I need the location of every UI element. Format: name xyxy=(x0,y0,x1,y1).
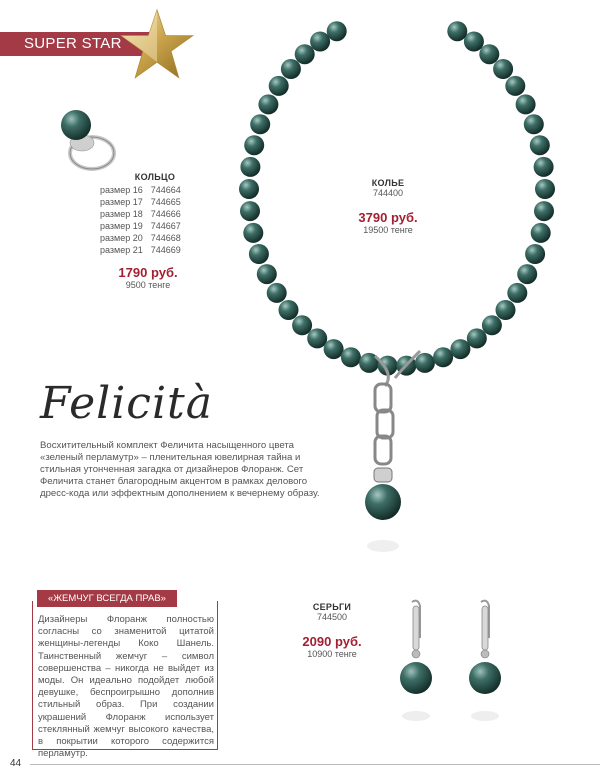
quote-header: «ЖЕМЧУГ ВСЕГДА ПРАВ» xyxy=(37,590,177,607)
pearl-bead xyxy=(524,114,544,134)
size-label: размер 21 xyxy=(100,245,143,255)
pearl-bead xyxy=(281,59,301,79)
footer-divider xyxy=(30,764,600,765)
collection-title: Felicità xyxy=(40,378,213,429)
earrings-price: 2090 руб. xyxy=(302,634,362,649)
pearl-bead xyxy=(415,353,435,373)
ring-title: КОЛЬЦО xyxy=(134,172,176,182)
pearl-bead xyxy=(243,223,263,243)
pearl-bead xyxy=(516,94,536,114)
pearl-bead xyxy=(258,94,278,114)
earrings-code: 744500 xyxy=(316,612,348,622)
ring-image xyxy=(52,105,122,175)
pearl-bead xyxy=(447,21,467,41)
pearl-bead xyxy=(327,21,347,41)
collection-description: Восхитительный комплект Феличита насыщенного цвета «зеленый перламутр» – пленительная ювелирная тайна и стильная утонченная загадка от дизайнеров Флоранж. Сет Феличита станет благородным акцентом в рамках делового дресс-кода или эффектным дополнением к вечернему образу. xyxy=(40,440,320,499)
ring-price-block xyxy=(100,265,196,290)
ring-size-table xyxy=(100,185,181,257)
pearl-bead xyxy=(433,347,453,367)
necklace-title: КОЛЬЕ xyxy=(371,178,405,188)
pearl-bead xyxy=(525,244,545,264)
necklace-chain xyxy=(365,351,420,552)
ring-info xyxy=(100,172,210,257)
size-label: размер 16 xyxy=(100,185,143,195)
table-row xyxy=(100,185,181,197)
size-code: 744665 xyxy=(150,197,181,207)
size-label: размер 18 xyxy=(100,209,143,219)
ring-price-tenge: 9500 тенге xyxy=(125,280,171,290)
page-number: 44 xyxy=(10,758,22,769)
pearl-bead xyxy=(496,300,516,320)
pearl-bead xyxy=(493,59,513,79)
necklace-info xyxy=(352,178,424,235)
size-label: размер 19 xyxy=(100,221,143,231)
pearl-bead xyxy=(295,44,315,64)
pearl-bead xyxy=(467,328,487,348)
earring-image xyxy=(398,598,434,726)
earring-image xyxy=(467,598,503,726)
pearl-bead xyxy=(307,328,327,348)
pearl-bead xyxy=(534,157,554,177)
size-code: 744666 xyxy=(150,209,181,219)
pearl-bead xyxy=(534,201,554,221)
table-row xyxy=(100,197,181,209)
pearl-bead xyxy=(507,283,527,303)
pearl-bead xyxy=(250,114,270,134)
pearl-bead xyxy=(240,157,260,177)
size-code: 744669 xyxy=(150,245,181,255)
super-star-label: SUPER STAR xyxy=(24,35,122,52)
star-icon xyxy=(118,6,196,84)
pearl-bead xyxy=(464,32,484,52)
quote-text: Дизайнеры Флоранж полностью согласны со знаменитой цитатой женщины-легенды Коко Шанель. Таинственный жемчуг – символ совершенства – никогда не выйдет из моды. Он идеально подойдет любой девушке, беспроигрышно дополнив стильный образ. При создании украшений Флоранж использует стеклянный жемчуг высокого качества, в покрытии которого содержится перламутр. xyxy=(38,614,214,760)
pearl-bead xyxy=(257,264,277,284)
pearl-bead xyxy=(267,283,287,303)
table-row xyxy=(100,245,181,257)
pearl-bead xyxy=(324,339,344,359)
necklace-price-tenge: 19500 тенге xyxy=(363,225,413,235)
pearl-bead xyxy=(530,135,550,155)
pearl-bead xyxy=(535,179,555,199)
size-code: 744664 xyxy=(150,185,181,195)
pearl-bead xyxy=(505,76,525,96)
size-label: размер 17 xyxy=(100,197,143,207)
pearl-bead xyxy=(482,315,502,335)
pearl-bead xyxy=(341,347,361,367)
pearl-bead xyxy=(249,244,269,264)
earrings-info xyxy=(300,602,364,659)
size-code: 744667 xyxy=(150,221,181,231)
earrings-price-tenge: 10900 тенге xyxy=(307,649,357,659)
pearl-bead xyxy=(244,135,264,155)
pearl-bead xyxy=(279,300,299,320)
pearl-bead xyxy=(479,44,499,64)
pearl-bead xyxy=(240,201,260,221)
size-code: 744668 xyxy=(150,233,181,243)
table-row xyxy=(100,209,181,221)
necklace-price: 3790 руб. xyxy=(358,210,418,225)
necklace-code: 744400 xyxy=(372,188,404,198)
pearl-bead xyxy=(450,339,470,359)
pearl-bead xyxy=(310,32,330,52)
pearl-bead xyxy=(269,76,289,96)
pearl-bead xyxy=(292,315,312,335)
ring-price: 1790 руб. xyxy=(118,265,178,280)
pearl-bead xyxy=(531,223,551,243)
pearl-bead xyxy=(239,179,259,199)
size-label: размер 20 xyxy=(100,233,143,243)
earrings-title: СЕРЬГИ xyxy=(312,602,352,612)
table-row xyxy=(100,233,181,245)
table-row xyxy=(100,221,181,233)
pearl-bead xyxy=(517,264,537,284)
